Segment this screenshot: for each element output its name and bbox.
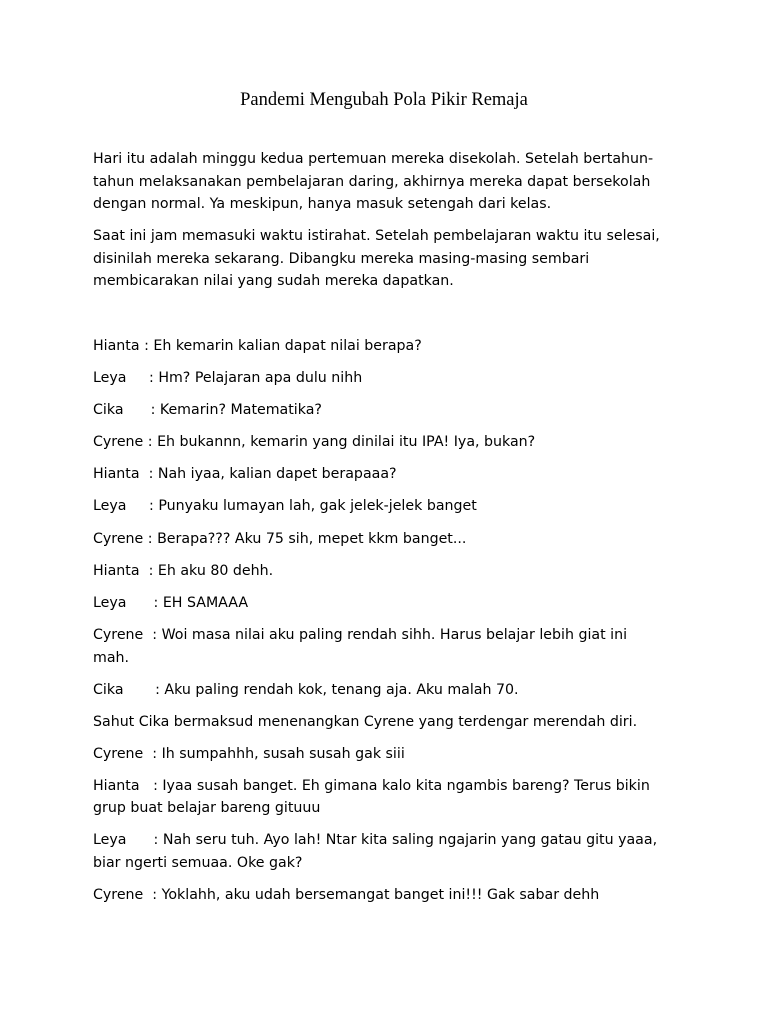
dialogue-text: Eh aku 80 dehh. xyxy=(157,563,274,579)
speaker-name: Hianta : xyxy=(93,338,154,354)
speaker-name: Cika : xyxy=(93,402,160,418)
speaker-name: Cika : xyxy=(93,682,165,698)
dialogue-line xyxy=(93,884,599,907)
dialogue-line xyxy=(93,743,405,766)
speaker-name: Cyrene : xyxy=(93,746,162,762)
speaker-name: Leya : xyxy=(93,595,163,611)
dialogue-line xyxy=(93,592,248,615)
speaker-name: Leya : xyxy=(93,498,159,514)
paragraph-line: dengan normal. Ya meskipun, hanya masuk setengah dari kelas. xyxy=(93,196,552,212)
dialogue-text: Nah seru tuh. Ayo lah! Ntar kita saling ngajarin yang gatau gitu yaaa, xyxy=(162,832,658,848)
dialogue-line xyxy=(93,560,273,583)
paragraph-line: Hari itu adalah minggu kedua pertemuan mereka disekolah. Setelah bertahun- xyxy=(93,151,654,167)
dialogue-text: Nah iyaa, kalian dapet berapaaa? xyxy=(157,466,397,482)
speaker-name: Hianta : xyxy=(93,778,163,794)
dialogue-line xyxy=(93,495,477,518)
dialogue-line xyxy=(93,679,519,702)
dialogue-text: Punyaku lumayan lah, gak jelek-jelek banget xyxy=(158,498,477,514)
dialogue-text: Eh kemarin kalian dapat nilai berapa? xyxy=(153,338,422,354)
speaker-name: Cyrene : xyxy=(93,627,162,643)
dialogue-text: Eh bukannn, kemarin yang dinilai itu IPA! Iya, bukan? xyxy=(157,434,536,450)
dialogue-text: Woi masa nilai aku paling rendah sihh. Harus belajar lebih giat ini xyxy=(161,627,628,643)
dialogue-text: Aku paling rendah kok, tenang aja. Aku malah 70. xyxy=(164,682,519,698)
dialogue-continuation: biar ngerti semuaa. Oke gak? xyxy=(93,855,303,871)
dialogue-line xyxy=(93,367,362,390)
paragraph-line: tahun melaksanakan pembelajaran daring, akhirnya mereka dapat bersekolah xyxy=(93,174,651,190)
speaker-name: Cyrene : xyxy=(93,887,162,903)
dialogue-text: Iyaa susah banget. Eh gimana kalo kita ngambis bareng? Terus bikin xyxy=(162,778,650,794)
dialogue-continuation: mah. xyxy=(93,650,130,666)
dialogue-line xyxy=(93,335,422,358)
dialogue-text: Yoklahh, aku udah bersemangat banget ini!!! Gak sabar dehh xyxy=(161,887,600,903)
dialogue-line xyxy=(93,775,650,798)
speaker-name: Leya : xyxy=(93,832,163,848)
paragraph-line: disinilah mereka sekarang. Dibangku mereka masing-masing sembari xyxy=(93,251,590,267)
speaker-name: Cyrene : xyxy=(93,531,158,547)
dialogue-text: Hm? Pelajaran apa dulu nihh xyxy=(158,370,363,386)
paragraph-line: Saat ini jam memasuki waktu istirahat. Setelah pembelajaran waktu itu selesai, xyxy=(93,228,660,244)
dialogue-line xyxy=(93,431,535,454)
speaker-name: Leya : xyxy=(93,370,159,386)
paragraph-line: membicarakan nilai yang sudah mereka dapatkan. xyxy=(93,273,454,289)
dialogue-text: Kemarin? Matematika? xyxy=(159,402,322,418)
dialogue-line xyxy=(93,624,627,647)
dialogue-continuation: grup buat belajar bareng gituuu xyxy=(93,800,321,816)
speaker-name: Cyrene : xyxy=(93,434,158,450)
narration-line: Sahut Cika bermaksud menenangkan Cyrene yang terdengar merendah diri. xyxy=(93,714,638,730)
dialogue-line xyxy=(93,528,466,551)
dialogue-line xyxy=(93,463,397,486)
dialogue-line xyxy=(93,399,322,422)
speaker-name: Hianta : xyxy=(93,466,158,482)
speaker-name: Hianta : xyxy=(93,563,158,579)
dialogue-text: Ih sumpahhh, susah susah gak siii xyxy=(161,746,405,762)
document-title: Pandemi Mengubah Pola Pikir Remaja xyxy=(240,90,528,110)
dialogue-line xyxy=(93,829,657,852)
dialogue-text: Berapa??? Aku 75 sih, mepet kkm banget... xyxy=(157,531,467,547)
dialogue-text: EH SAMAAA xyxy=(162,595,249,611)
